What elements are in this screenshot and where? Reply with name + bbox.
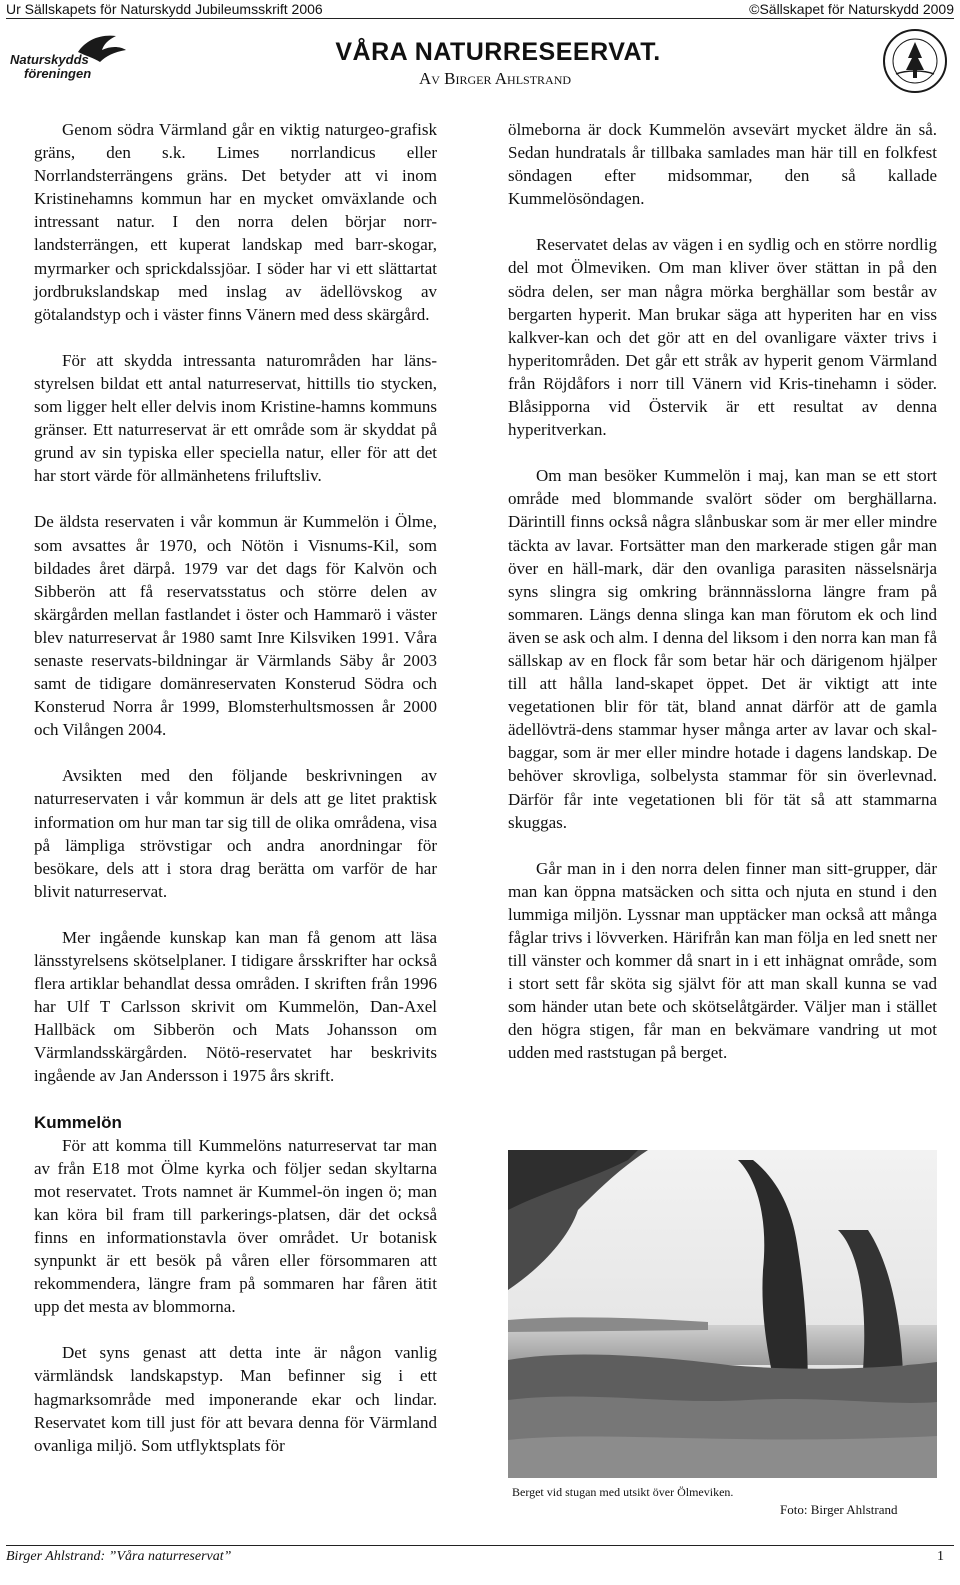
paragraph: Det syns genast att detta inte är någon vanlig värmländsk landskapstyp. Man befinner sig i ett hagmarksområde med imponerande ekar och lindar. Reservatet kom till just för att bevara denna för Värmland ovanliga miljö. Som utflyktsplats för <box>34 1343 437 1455</box>
paragraph: Går man in i den norra delen finner man sitt-grupper, där man kan öppna matsäcken och sitta och njuta en stund i den lummiga miljön. Lyssnar man upptäcker man också att många fåglar trivs i lövverken. Härifrån kan man följa en led snett ner till vänster och kommer då snart in i ett inhägnat område, som i stort sett får sköta sig självt för att man skall kunna se vad som händer utan bete och skötselåtgärder. Väljer man i stället den högra stigen, får man en bekvämare vandring ut mot udden med raststugan på berget. <box>508 858 937 1063</box>
logo-text-1: Naturskydds <box>10 52 89 67</box>
right-column <box>508 118 937 1088</box>
byline: Av Birger Ahlstrand <box>418 69 572 88</box>
paragraph: De äldsta reservaten i vår kommun är Kummelön i Ölme, som avsattes år 1970, och Nötön i Visnums-Kil, som bildades året därpå. 1979 var det dags för Kalvön och Sibberön att få reservatsstatus och större delen av skärgården mellan fastlandet i öster och Hammarö i väster blev naturreservat år 1980 samt Inre Kilsviken 1991. Våra senaste reservats-bildningar är Värmlands Säby år 2003 samt de tidigare domänreservaten Konsterud Södra och Konsterud Norra år 1999, Blomsterhultsmossen år 2000 och Vilången 2004. <box>34 512 437 740</box>
paragraph: Avsikten med den följande beskrivningen av naturreservaten i vår kommun är dels att ge litet praktisk information om hur man tar sig till de olika områdena, visa på lämpliga strövstigar och andra anordningar för besökare, dels att i stora drag berätta om varför de har blivit naturreservat. <box>34 766 437 901</box>
paragraph: Reservatet delas av vägen i en sydlig och en större nordlig del mot Ölmeviken. Om man kliver över stättan in på den södra delen, ser man några mörka berghällar som består av bergarten hyperit. Man brukar säga att hyperiten har en viss kalkver-kan och det gör att en del ovanligare växter trivs i hyperitområden. Det går ett stråk av hyperit genom Värmland från Röjdåfors i norr till Vänern vid Kris-tinehamn i söder. Blåsipporna vid Östervik är ett resultat av denna hyperitverkan. <box>508 235 937 440</box>
paragraph: För att komma till Kummelöns naturreservat tar man av från E18 mot Ölme kyrka och följer sedan skyltarna mot reservatet. Trots namnet är Kummel-ön ingen ö; man kan köra bil fram till parkerings-platsen, där det också finns en informationstavla över området. Ur botanisk synpunkt är ett besök på våren eller försommaren att rekommendera, längre fram på sommaren har fåren ätit upp det mesta av blommorna. <box>34 1135 437 1317</box>
paragraph: Om man besöker Kummelön i maj, kan man se ett stort område med blommande svalört söder om berghällarna. Därintill finns också några slånbuskar som är mer eller mindre täckta av lavar. Fortsätter man den markerade stigen går man över en häll-mark, där den ovanliga parasiten nässelsnärja syns slingra sig omkring brännnässlorna längre fram på sommaren. Längs denna slinga kan man förutom ek och lind även se ask och alm. I denna del liksom i den norra kan man få sällskap av en flock får som betar här och därigenom hjälper till att hålla land-skapet öppet. Det är viktigt att inte vegetationen blir för tät, bland annat därför att de gamla ädellövträ-dens stammar hyser många arter av lavar och skal-baggar, som är mer eller mindre hotade i dagens landskap. De behöver skrovliga, solbelysta stammar för sin överlevnad. Därför får inte vegetationen bli för tät så att stammarna skuggas. <box>508 466 937 832</box>
paragraph: ölmeborna är dock Kummelön avsevärt mycket äldre än så. Sedan hundratals år tillbaka samlades man här till en folkfest söndagen efter midsommar, den så kallade Kummelösöndagen. <box>508 120 937 209</box>
running-footer <box>6 1545 954 1568</box>
footer-author: Birger Ahlstrand: ”Våra naturreservat” <box>6 1549 232 1564</box>
paragraph: Mer ingående kunskap kan man få genom att läsa länsstyrelsens skötselplaner. I tidigare årsskrifter har också flera artiklar behandlat dessa områden. I skriften från 1996 har Ulf T Carlsson skrivit om Kummelön, Dan-Axel Hallbäck om Sibberön och Mats Johansson om Värmlandsskärgården. Nötö-reservatet har beskrivits ingående av Jan Andersson i 1975 års skrift. <box>34 927 437 1086</box>
section-heading: Kummelön <box>34 1112 122 1132</box>
logo-text-2: föreningen <box>24 66 92 81</box>
photo-credit: Foto: Birger Ahlstrand <box>780 1502 898 1517</box>
header-copyright: ©Sällskapet för Naturskydd 2009 <box>749 1 954 17</box>
paragraph: Genom södra Värmland går en viktig naturgeo-grafisk gräns, den s.k. Limes norrlandicus eller Norrlandsterrängens gräns. Det betyder att vi inom Kristinehamns kommun har en mycket omväxlande och intressant natur. I den norra delen börjar norr-landsterrängen, ett kuperat landskap med barr-skogar, myrmarker och sprickdalssjöar. I söder har vi ett slättartat jordbrukslandskap med inslag av ädellövskog av götalandstyp och i väster finns Vänern med dess skärgård. <box>34 120 437 324</box>
landscape-photo <box>508 1150 937 1478</box>
page-number: 1 <box>937 1549 944 1564</box>
left-column <box>34 118 437 1480</box>
running-header <box>6 0 954 19</box>
paragraph: För att skydda intressanta naturområden har läns-styrelsen bildat ett antal naturreservat, hittills tio stycken, som ligger helt eller delvis inom Kristine-hamns kommuns gränser. Ett naturreservat är ett område som är skyddat på grund av sin typiska eller speciella natur, eller för att det har stort värde för allmänhetens friluftsliv. <box>34 350 437 486</box>
photo-caption: Berget vid stugan med utsikt över Ölmeviken. <box>512 1485 734 1499</box>
page-title: VÅRA NATURRESEERVAT. <box>335 38 661 66</box>
header-source: Ur Sällskapets för Naturskydd Jubileumsskrift 2006 <box>6 1 323 17</box>
society-seal-icon <box>882 28 948 94</box>
